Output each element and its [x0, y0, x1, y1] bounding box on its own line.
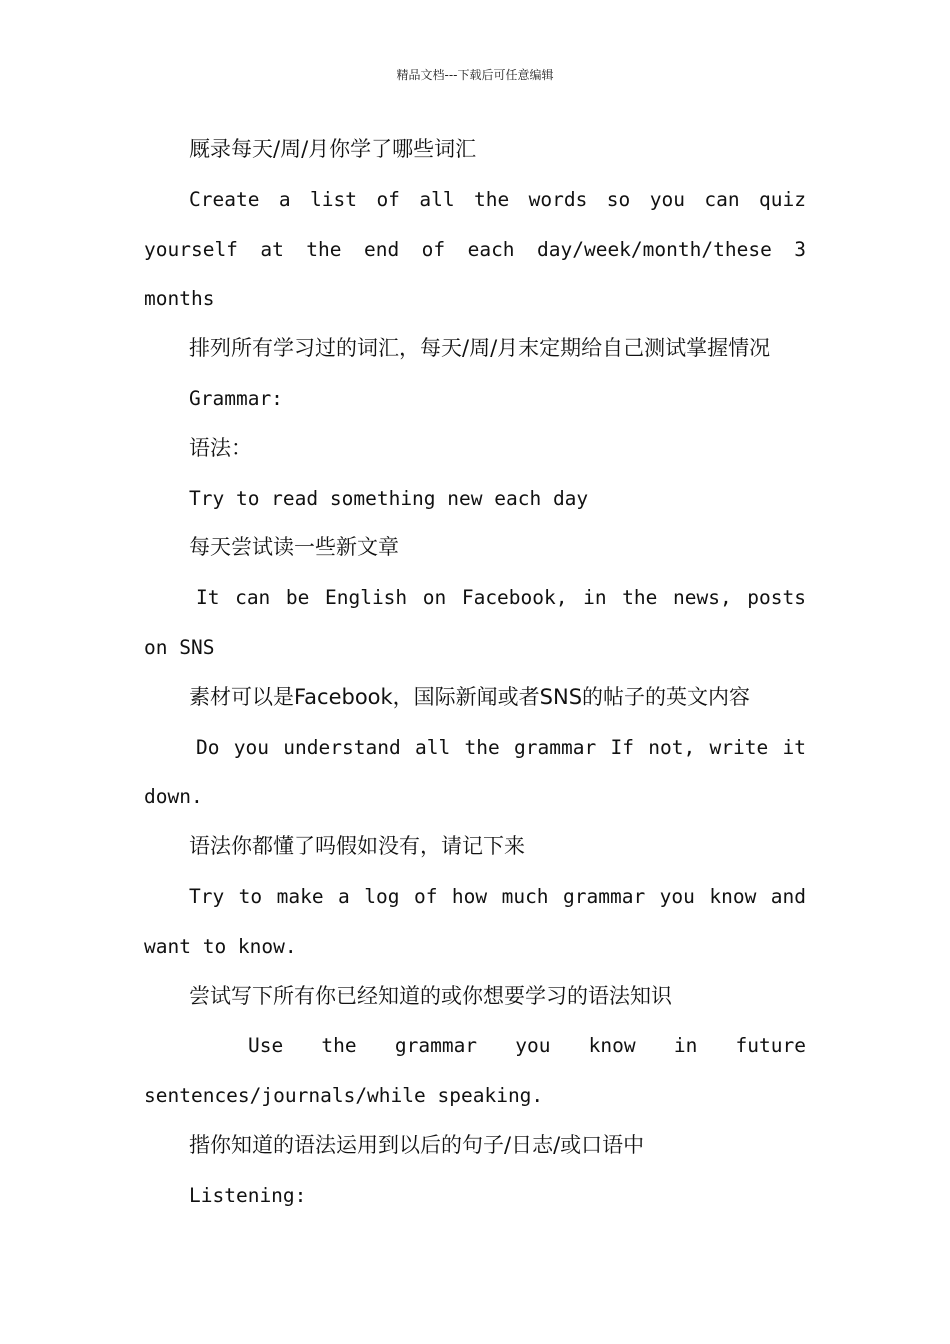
- paragraph-read-new: Try to read something new each day: [189, 486, 589, 510]
- document-body: [144, 125, 806, 1221]
- heading-listening: Listening:: [189, 1183, 307, 1207]
- paragraph-use-grammar: Use the grammar you know in future sentences/journals/while speaking.: [144, 1034, 806, 1108]
- page-header: 精品文档---下载后可任意编辑: [396, 68, 554, 82]
- paragraph-english-sources: It can be English on Facebook, in the news, posts on SNS: [144, 586, 806, 659]
- paragraph-create-list: Create a list of all the words so you can quiz yourself at the end of each day/week/month/these 3 months: [144, 187, 806, 311]
- paragraph-understand-grammar-zh: 语法你都懂了吗假如没有，请记下来: [189, 834, 525, 859]
- paragraph-english-sources-zh: 素材可以是Facebook，国际新闻或者SNS的帖子的英文内容: [189, 684, 751, 709]
- paragraph-record-vocab: 厩录每天/周/月你学了哪些词汇: [189, 137, 477, 161]
- heading-grammar-zh: 语法：: [189, 435, 252, 460]
- paragraph-understand-grammar: Do you understand all the grammar If not, write it down.: [144, 735, 806, 809]
- paragraph-read-new-zh: 每天尝试读一些新文章: [189, 535, 399, 560]
- paragraph-arrange-vocab: 排列所有学习过的词汇，每天/周/月末定期给自己测试掌握情况: [189, 336, 771, 361]
- paragraph-grammar-log-zh: 尝试写下所有你已经知道的或你想要学习的语法知识: [189, 983, 672, 1008]
- heading-grammar: Grammar:: [189, 386, 283, 410]
- paragraph-grammar-log: Try to make a log of how much grammar you know and want to know.: [144, 884, 806, 958]
- paragraph-use-grammar-zh: 揩你知道的语法运用到以后的句子/日志/或口语中: [189, 1132, 645, 1157]
